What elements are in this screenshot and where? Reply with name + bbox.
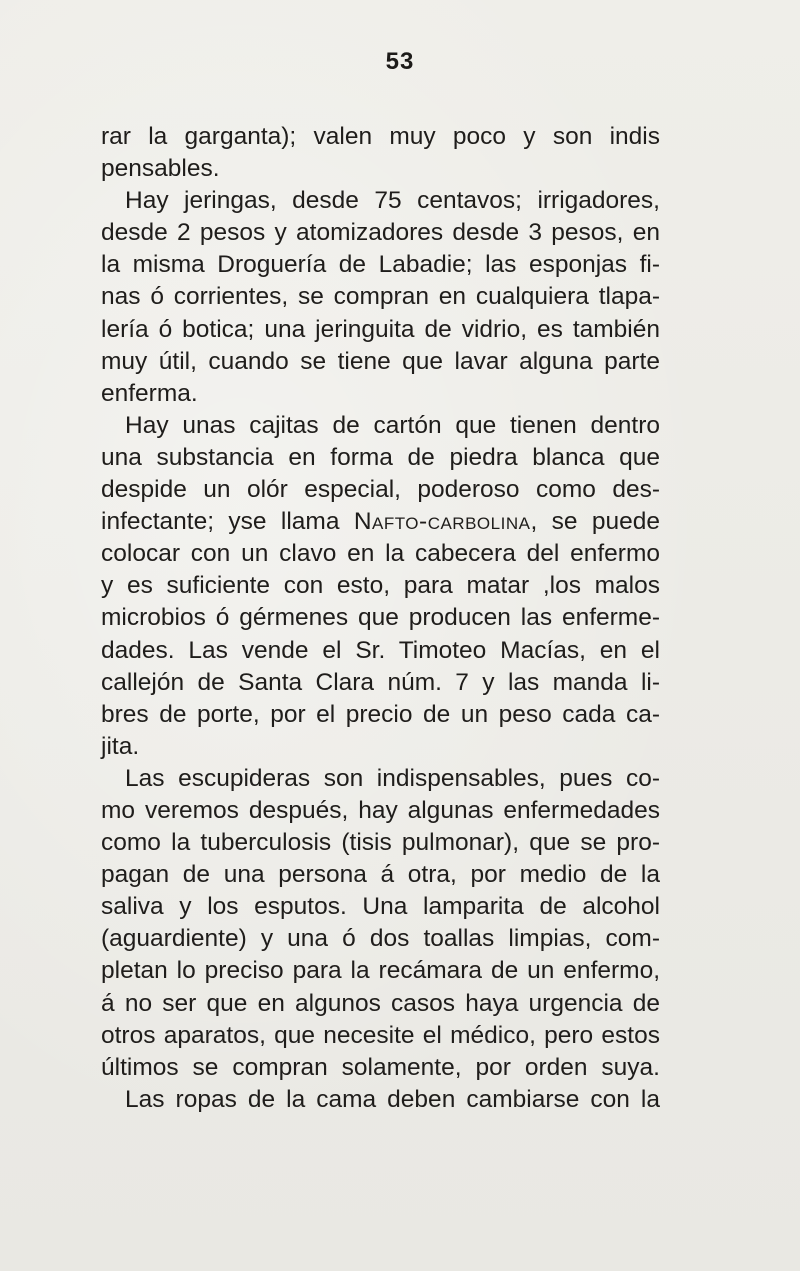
text-line: otros aparatos, que necesite el médico, pero estos xyxy=(101,1021,660,1049)
text-line: muy útil, cuando se tiene que lavar alguna parte xyxy=(101,347,660,375)
text-line: pensables. xyxy=(101,155,220,183)
paragraph-start-line: Las escupideras son indispensables, pues co- xyxy=(125,764,660,792)
text-line: lería ó botica; una jeringuita de vidrio, es también xyxy=(101,315,660,343)
text-line: rar la garganta); valen muy poco y son indis xyxy=(101,123,660,150)
text-line: y es suficiente con esto, para matar ,los malos xyxy=(101,572,660,600)
text-line: enferma. xyxy=(101,379,198,407)
text-line: desde 2 pesos y atomizadores desde 3 pesos, en xyxy=(101,219,660,247)
text-fragment: infectante; yse llama xyxy=(101,508,354,536)
text-line: jita. xyxy=(101,732,140,760)
text-line: pletan lo preciso para la recámara de un enfermo, xyxy=(101,957,660,985)
text-line: á no ser que en algunos casos haya urgencia de xyxy=(101,989,660,1017)
text-line: despide un olór especial, poderoso como des- xyxy=(101,476,660,504)
text-line: bres de porte, por el precio de un peso cada ca- xyxy=(101,700,660,728)
paragraph-start-line: Las ropas de la cama deben cambiarse con la xyxy=(125,1085,660,1113)
text-line: nas ó corrientes, se compran en cualquiera tlapa- xyxy=(101,283,660,311)
text-line: pagan de una persona á otra, por medio de la xyxy=(101,861,660,889)
product-name: Nafto-carbolina xyxy=(353,508,531,536)
text-line: como la tuberculosis (tisis pulmonar), que se pro- xyxy=(101,829,660,857)
text-line: saliva y los esputos. Una lamparita de alcohol xyxy=(101,893,660,921)
text-line: (aguardiente) y una ó dos toallas limpias, com- xyxy=(101,925,660,953)
text-line: últimos se compran solamente, por orden suya. xyxy=(101,1053,660,1081)
body-text xyxy=(101,121,660,1116)
text-fragment: , se puede xyxy=(530,508,660,536)
text-line: mo veremos después, hay algunas enfermedades xyxy=(101,796,660,824)
paragraph-start-line: Hay unas cajitas de cartón que tienen dentro xyxy=(125,411,660,439)
text-line-with-product-name xyxy=(101,506,660,538)
text-line: colocar con un clavo en la cabecera del enfermo xyxy=(101,540,660,568)
text-line: microbios ó gérmenes que producen las enferme- xyxy=(101,604,660,632)
page-number: 53 xyxy=(385,48,415,75)
paragraph-start-line: Hay jeringas, desde 75 centavos; irrigadores, xyxy=(125,187,660,215)
text-line: dades. Las vende el Sr. Timoteo Macías, en el xyxy=(101,636,660,664)
text-line: la misma Droguería de Labadie; las esponjas fi- xyxy=(101,251,660,279)
text-line: callejón de Santa Clara núm. 7 y las manda li- xyxy=(101,668,660,696)
text-line: una substancia en forma de piedra blanca que xyxy=(101,443,660,471)
